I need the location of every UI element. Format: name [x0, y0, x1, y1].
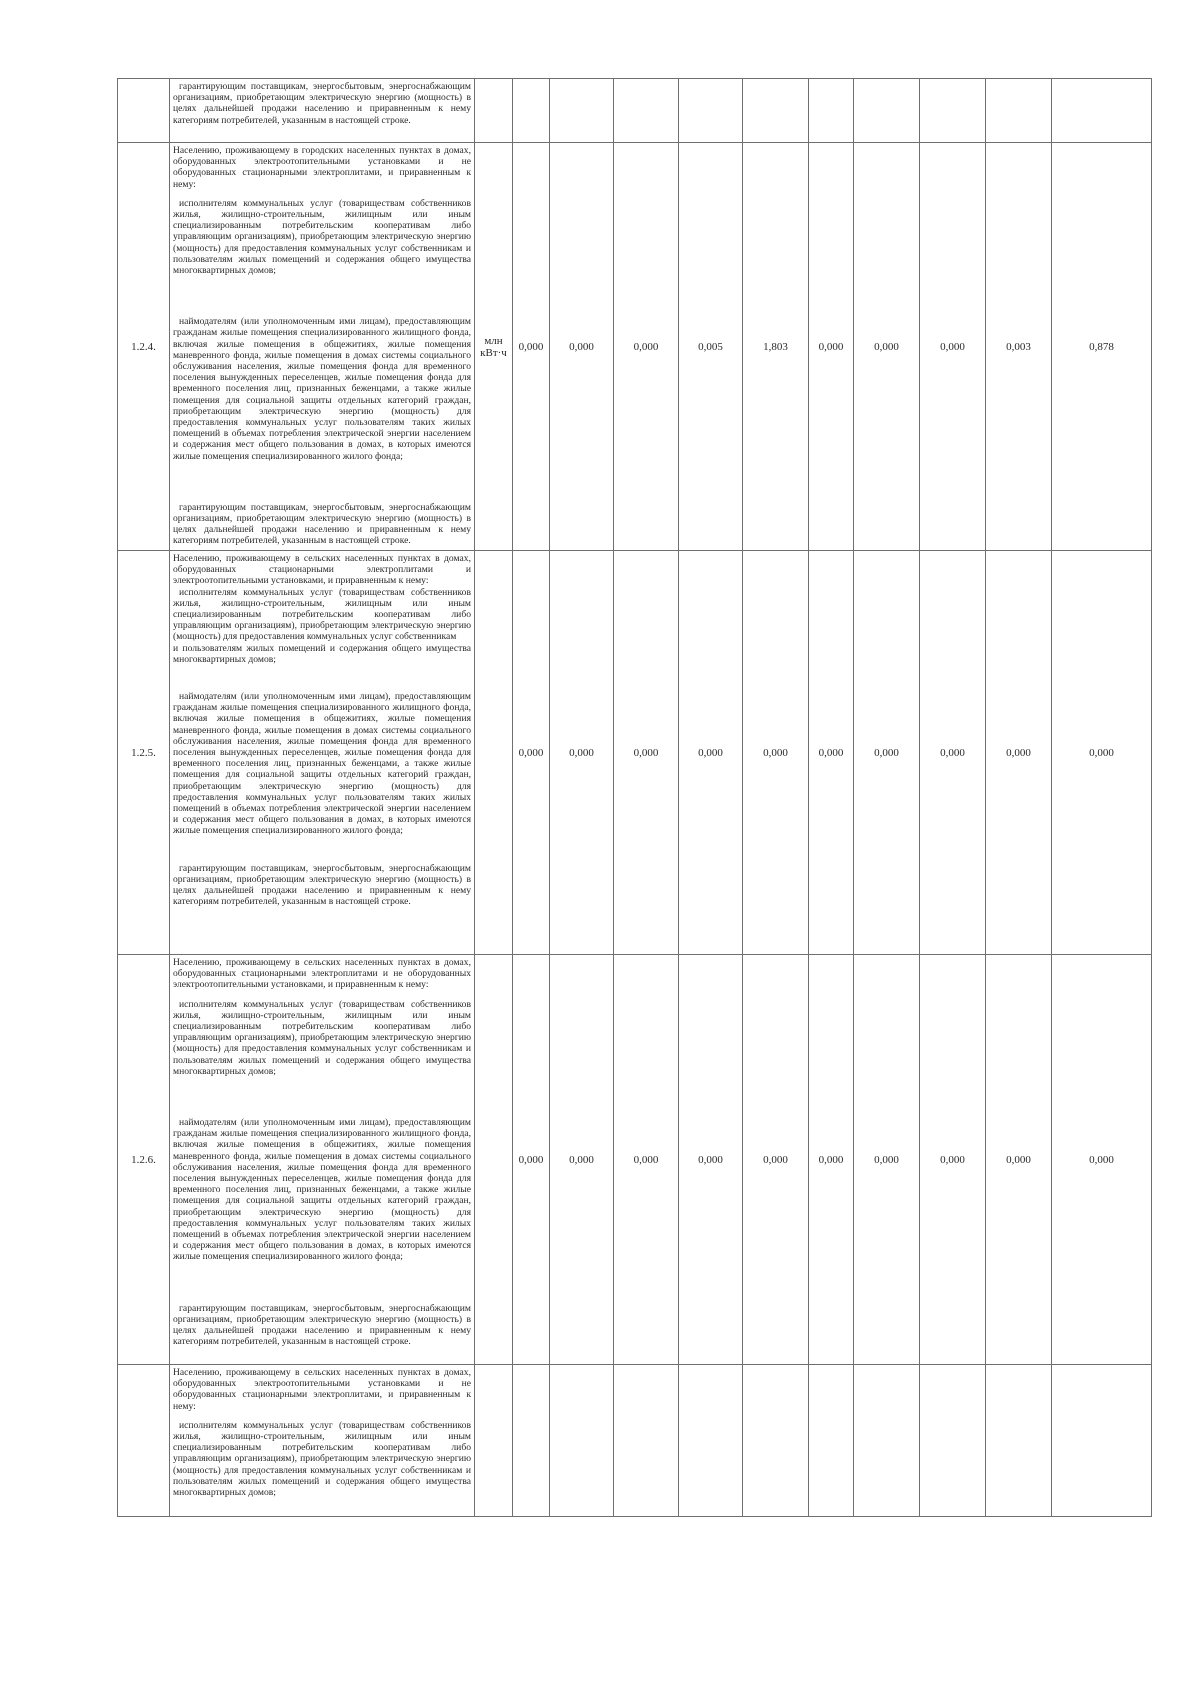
- value-cell: 0,000: [809, 143, 854, 551]
- unit-cell: [475, 79, 513, 143]
- tenants-paragraph: наймодателям (или уполномоченным ими лицам), предоставляющим гражданам жилые помещения специализированного жилищного фонда, включая жилые помещения в общежитиях, жилые помещения маневренного фонда, жилые помещения в домах системы социального обслуживания населения, жилые помещения фонда для временного поселения вынужденных переселенцев, жилые помещения фонда для временного поселения лиц, признанных беженцами, а также жилые помещения для социальной защиты отдельных категорий граждан, приобретающим электрическую энергию (мощность) для предоставления коммунальных услуг пользователям таких жилых помещений в объемах потребления электрической энергии населением и содержания мест общего пользования в домах, в которых имеются жилые помещения специализированного жилого фонда;: [173, 1117, 471, 1263]
- value-cell: 0,000: [1052, 551, 1152, 955]
- guarantee-paragraph: гарантирующим поставщикам, энергосбытовым, энергоснабжающим организациям, приобретающим электрическую энергию (мощность) в целях дальнейшей продажи населению и приравненным к нему категориям потребителей, указанным в настоящей строке.: [173, 501, 471, 547]
- unit-cell: млн кВт·ч: [475, 143, 513, 551]
- value-cell: 0,000: [854, 143, 920, 551]
- table-row-1-2-4: [118, 143, 1152, 551]
- value-cell: 0,000: [920, 955, 986, 1365]
- table-row-continuation: [118, 79, 1152, 143]
- row-number: 1.2.5.: [118, 551, 170, 955]
- value-cell: 0,000: [614, 955, 679, 1365]
- tariff-table: [117, 78, 1152, 1517]
- table-row-1-2-6: [118, 955, 1152, 1365]
- row-number: 1.2.4.: [118, 143, 170, 551]
- row-number-cell: [118, 1365, 170, 1517]
- value-cell: 0,000: [743, 955, 809, 1365]
- executors-paragraph-tail: и пользователям жилых помещений и содержания общего имущества многоквартирных домов;: [173, 642, 471, 665]
- unit-cell: [475, 551, 513, 955]
- executors-paragraph: исполнителям коммунальных услуг (товариществам собственников жилья, жилищно-строительным, жилищным или иным специализированным потребительским кооперативам либо управляющим организациям), приобретающим электрическую энергию (мощность) для предоставления коммунальных услуг собственникам: [173, 586, 471, 643]
- tenants-paragraph: наймодателям (или уполномоченным ими лицам), предоставляющим гражданам жилые помещения специализированного жилищного фонда, включая жилые помещения в общежитиях, жилые помещения маневренного фонда, жилые помещения в домах системы социального обслуживания населения, жилые помещения фонда для временного поселения вынужденных переселенцев, жилые помещения фонда для временного поселения лиц, признанных беженцами, а также жилые помещения для социальной защиты отдельных категорий граждан, приобретающим электрическую энергию (мощность) для предоставления коммунальных услуг пользователям таких жилых помещений в объемах потребления электрической энергии населением и содержания мест общего пользования в домах, в которых имеются жилые помещения специализированного жилого фонда;: [173, 316, 471, 462]
- row-description-cell: [170, 1365, 475, 1517]
- value-cell: 0,005: [679, 143, 743, 551]
- row-description-cell: [170, 79, 475, 143]
- row-description-cell: [170, 551, 475, 955]
- table-row-1-2-5: [118, 551, 1152, 955]
- value-cell: 0,003: [986, 143, 1052, 551]
- row-description-cell: [170, 143, 475, 551]
- tenants-paragraph: наймодателям (или уполномоченным ими лицам), предоставляющим гражданам жилые помещения специализированного жилищного фонда, включая жилые помещения в общежитиях, жилые помещения маневренного фонда, жилые помещения в домах системы социального обслуживания населения, жилые помещения фонда для временного поселения вынужденных переселенцев, жилые помещения фонда для временного поселения лиц, признанных беженцами, а также жилые помещения для социальной защиты отдельных категорий граждан, приобретающим электрическую энергию (мощность) для предоставления коммунальных услуг пользователям таких жилых помещений в объемах потребления электрической энергии населением и содержания мест общего пользования в домах, в которых имеются жилые помещения специализированного жилого фонда;: [173, 691, 471, 837]
- table-row-next-section: [118, 1365, 1152, 1517]
- value-cell: 0,000: [513, 143, 550, 551]
- guarantee-paragraph: гарантирующим поставщикам, энергосбытовым, энергоснабжающим организациям, приобретающим электрическую энергию (мощность) в целях дальнейшей продажи населению и приравненным к нему категориям потребителей, указанным в настоящей строке.: [173, 1302, 471, 1348]
- value-cell: 0,878: [1052, 143, 1152, 551]
- executors-paragraph: исполнителям коммунальных услуг (товариществам собственников жилья, жилищно-строительным, жилищным или иным специализированным потребительским кооперативам либо управляющим организациям), приобретающим электрическую энергию (мощность) для предоставления коммунальных услуг собственникам и пользователям жилых помещений и содержания общего имущества многоквартирных домов;: [173, 197, 471, 277]
- value-cell: 0,000: [809, 551, 854, 955]
- unit-cell: [475, 1365, 513, 1517]
- guarantee-paragraph: гарантирующим поставщикам, энергосбытовым, энергоснабжающим организациям, приобретающим электрическую энергию (мощность) в целях дальнейшей продажи населению и приравненным к нему категориям потребителей, указанным в настоящей строке.: [173, 81, 471, 126]
- value-cell: 0,000: [809, 955, 854, 1365]
- executors-paragraph: исполнителям коммунальных услуг (товариществам собственников жилья, жилищно-строительным, жилищным или иным специализированным потребительским кооперативам либо управляющим организациям), приобретающим электрическую энергию (мощность) для предоставления коммунальных услуг собственникам и пользователям жилых помещений и содержания общего имущества многоквартирных домов;: [173, 1419, 471, 1499]
- row-heading: Населению, проживающему в сельских населенных пунктах в домах, оборудованных электроотопительными установками и не оборудованных стационарными электроплитами, и приравненным к нему:: [173, 1367, 471, 1412]
- executors-paragraph: исполнителям коммунальных услуг (товариществам собственников жилья, жилищно-строительным, жилищным или иным специализированным потребительским кооперативам либо управляющим организациям), приобретающим электрическую энергию (мощность) для предоставления коммунальных услуг собственникам и пользователям жилых помещений и содержания общего имущества многоквартирных домов;: [173, 998, 471, 1077]
- guarantee-paragraph: гарантирующим поставщикам, энергосбытовым, энергоснабжающим организациям, приобретающим электрическую энергию (мощность) в целях дальнейшей продажи населению и приравненным к нему категориям потребителей, указанным в настоящей строке.: [173, 862, 471, 908]
- row-description-cell: [170, 955, 475, 1365]
- value-cell: 0,000: [614, 143, 679, 551]
- value-cell: 0,000: [854, 551, 920, 955]
- value-cell: 0,000: [679, 955, 743, 1365]
- value-cell: 0,000: [1052, 955, 1152, 1365]
- row-heading: Населению, проживающему в сельских населенных пунктах в домах, оборудованных стационарными электроплитами и не оборудованных электроотопительными установками, и приравненным к нему:: [173, 957, 471, 991]
- value-cell: 0,000: [743, 551, 809, 955]
- value-cell: 0,000: [854, 955, 920, 1365]
- value-cell: 0,000: [550, 955, 614, 1365]
- value-cell: 0,000: [550, 551, 614, 955]
- row-heading: Населению, проживающему в сельских населенных пунктах в домах, оборудованных стационарными электроплитами и электроотопительными установками, и приравненным к нему:: [173, 553, 471, 587]
- value-cell: 0,000: [986, 955, 1052, 1365]
- value-cell: 0,000: [614, 551, 679, 955]
- value-cell: 0,000: [513, 955, 550, 1365]
- value-cell: 0,000: [986, 551, 1052, 955]
- row-number-cell: [118, 79, 170, 143]
- value-cell: 0,000: [920, 143, 986, 551]
- value-cell: 1,803: [743, 143, 809, 551]
- value-cell: 0,000: [513, 551, 550, 955]
- value-cell: 0,000: [550, 143, 614, 551]
- value-cell: 0,000: [679, 551, 743, 955]
- row-heading: Населению, проживающему в городских населенных пунктах в домах, оборудованных электроотопительными установками и не оборудованных стационарными электроплитами, и приравненным к нему:: [173, 145, 471, 190]
- value-cell: 0,000: [920, 551, 986, 955]
- unit-cell: [475, 955, 513, 1365]
- row-number: 1.2.6.: [118, 955, 170, 1365]
